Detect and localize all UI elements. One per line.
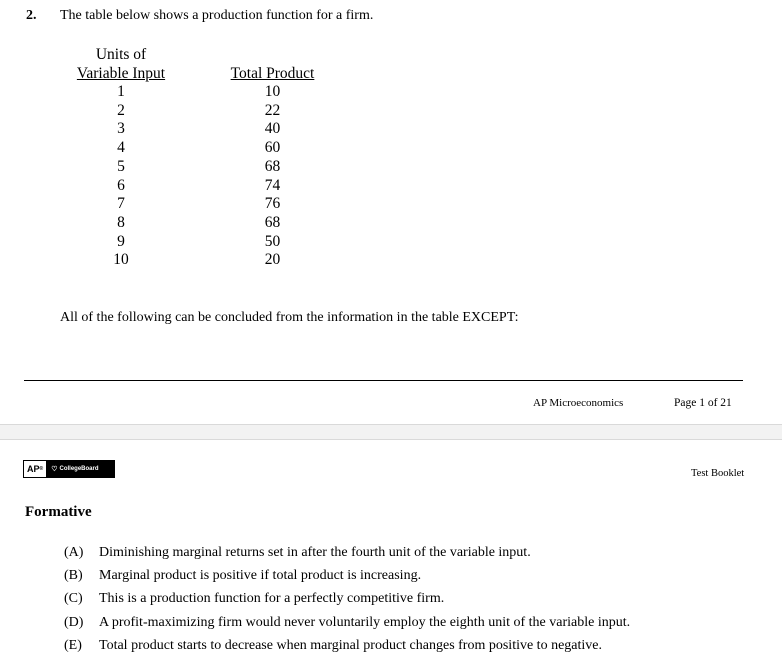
question-text: The table below shows a production function for a firm. [60,8,374,23]
table-cell-units: 4 [117,139,125,157]
footer-page-number: Page 1 of 21 [674,397,732,409]
table-cell-total-product: 68 [264,157,281,175]
table-cell-units: 2 [117,101,125,119]
question-number: 2. [26,8,37,23]
answer-choice-letter: (A) [64,545,84,560]
answer-choice[interactable] [64,634,630,657]
answer-choice-text: Marginal product is positive if total product is increasing. [99,568,422,584]
collegeboard-logo [47,460,115,478]
answer-choice[interactable] [64,611,630,634]
table-cell-units: 5 [117,157,125,175]
table-column-total-product [220,64,325,270]
question-prompt: All of the following can be concluded from the information in the table EXCEPT: [60,310,519,325]
answer-choice-letter: (C) [64,591,83,607]
column-header-units-line2: Variable Input [76,65,166,82]
table-cell-units: 9 [117,232,125,250]
table-cell-units: 1 [117,83,125,100]
column-header-units-line1: Units of [95,46,147,63]
answer-choice-letter: (D) [64,614,84,630]
answer-choice-text: Total product starts to decrease when marginal product changes from positive to negative. [99,637,602,653]
footer-divider [24,380,743,381]
answer-choice[interactable] [64,564,630,587]
answer-choice-text: A profit-maximizing firm would never voluntarily employ the eighth unit of the variable input. [99,614,631,630]
footer-subject: AP Microeconomics [533,397,624,409]
ap-collegeboard-logo [23,460,115,478]
ap-logo-text: AP [27,463,40,474]
table-cell-total-product: 50 [264,232,281,250]
table-cell-units: 8 [117,213,125,231]
table-cell-total-product: 22 [264,101,281,119]
table-cell-total-product: 68 [264,213,281,231]
table-cell-units: 7 [117,195,125,213]
answer-choices [64,541,630,657]
answer-choice-letter: (E) [64,637,82,653]
table-cell-total-product: 20 [264,251,281,269]
table-column-units [62,45,180,270]
answer-choice-letter: (B) [64,568,83,584]
answer-choice-text: Diminishing marginal returns set in after the fourth unit of the variable input. [99,545,531,560]
test-booklet-label: Test Booklet [691,468,745,479]
ap-logo: AP ® [23,460,47,478]
table-cell-total-product: 74 [264,176,281,194]
table-cell-total-product: 60 [264,139,281,157]
answer-choice-text: This is a production function for a perfectly competitive firm. [99,591,445,607]
column-header-total-product: Total Product [230,65,315,82]
answer-choice[interactable] [64,541,630,564]
table-cell-units: 10 [113,251,129,269]
table-cell-total-product: 76 [264,195,281,213]
table-cell-units: 6 [117,176,125,194]
section-title: Formative [25,504,92,520]
page-break [0,424,782,440]
collegeboard-logo-text: CollegeBoard [59,466,99,472]
answer-choice[interactable] [64,587,630,610]
table-cell-total-product: 10 [264,83,281,100]
table-cell-units: 3 [117,120,125,138]
acorn-icon: ♡ [51,466,58,473]
table-cell-total-product: 40 [264,120,281,138]
